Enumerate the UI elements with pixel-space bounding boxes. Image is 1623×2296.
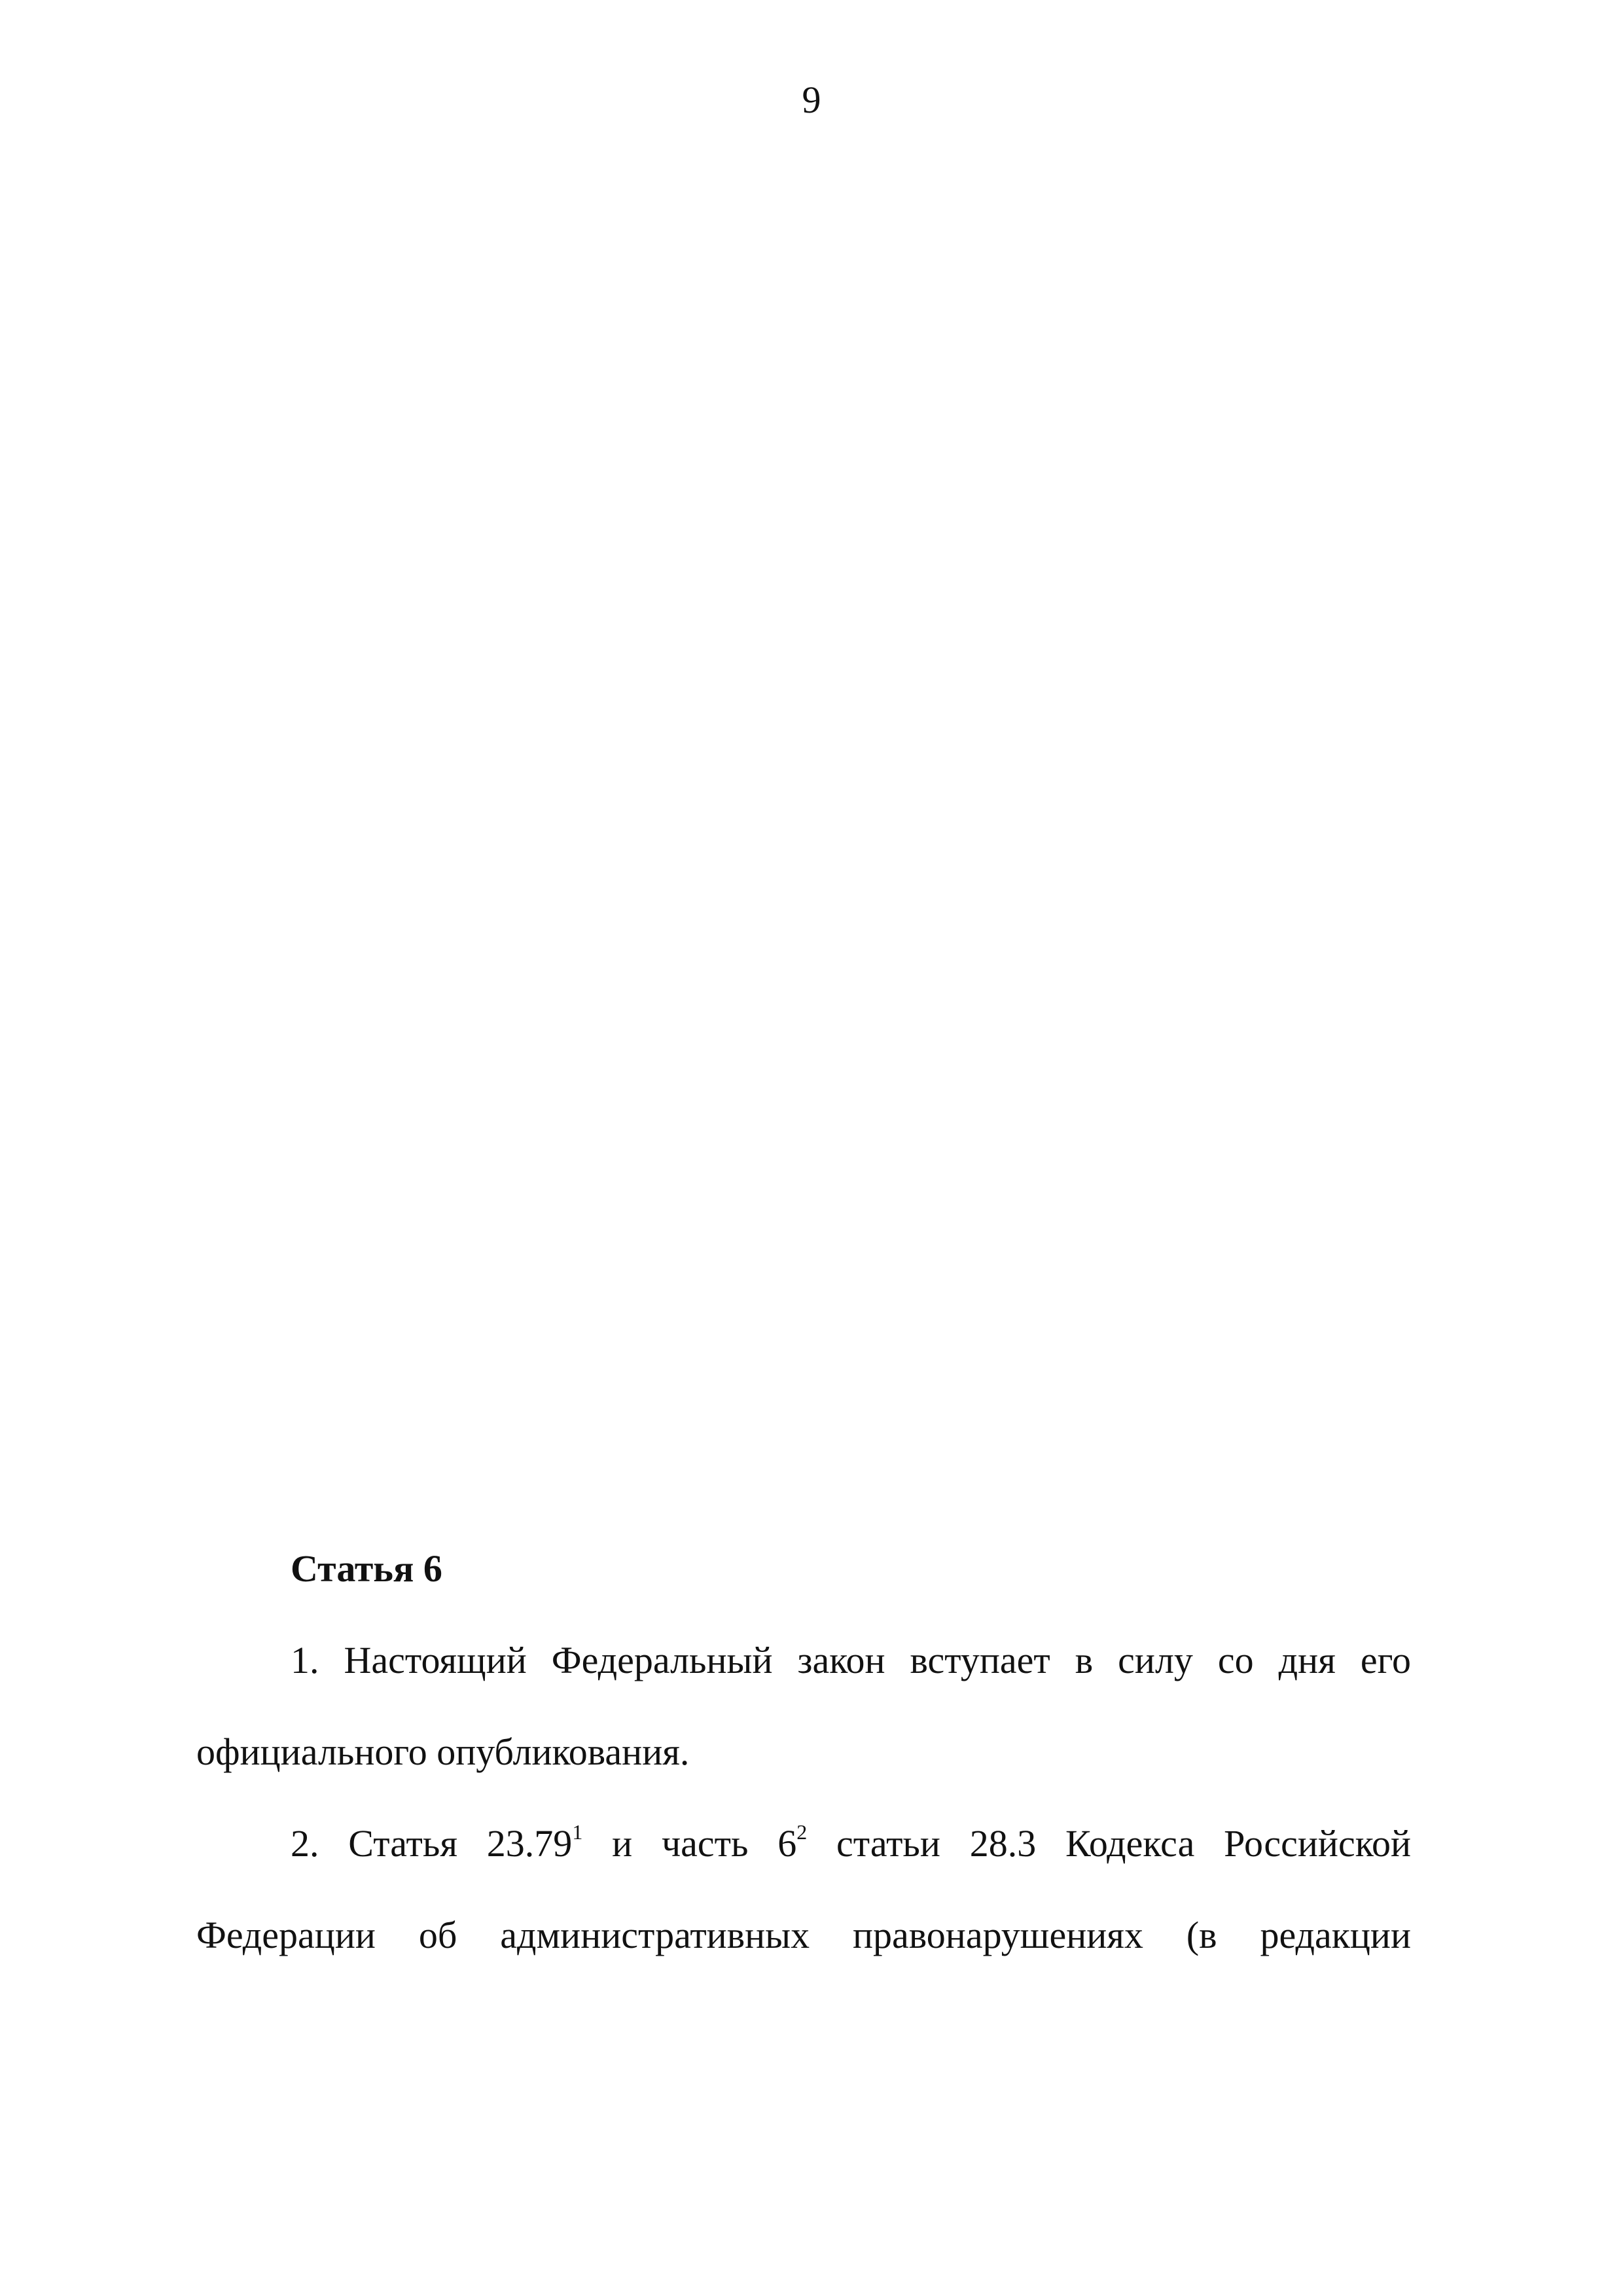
paragraph-2-line-2: Федерации об административных правонарушениях (в редакции	[196, 1914, 1411, 1956]
paragraph-1-line-2: официального опубликования.	[196, 1731, 690, 1773]
paragraph-2-text-c: статьи 28.3 Кодекса Российской	[807, 1822, 1411, 1865]
superscript-1: 1	[572, 1820, 583, 1844]
paragraph-2-line-1	[196, 1821, 1411, 1867]
article-heading: Статья 6	[291, 1547, 442, 1590]
paragraph-2-text-a: 2. Статья 23.79	[291, 1822, 573, 1865]
superscript-2: 2	[796, 1820, 808, 1844]
paragraph-1-line-1: 1. Настоящий Федеральный закон вступает в силу со дня его	[291, 1639, 1411, 1681]
page-number: 9	[802, 79, 821, 121]
paragraph-2-text-b: и часть 6	[582, 1822, 797, 1865]
